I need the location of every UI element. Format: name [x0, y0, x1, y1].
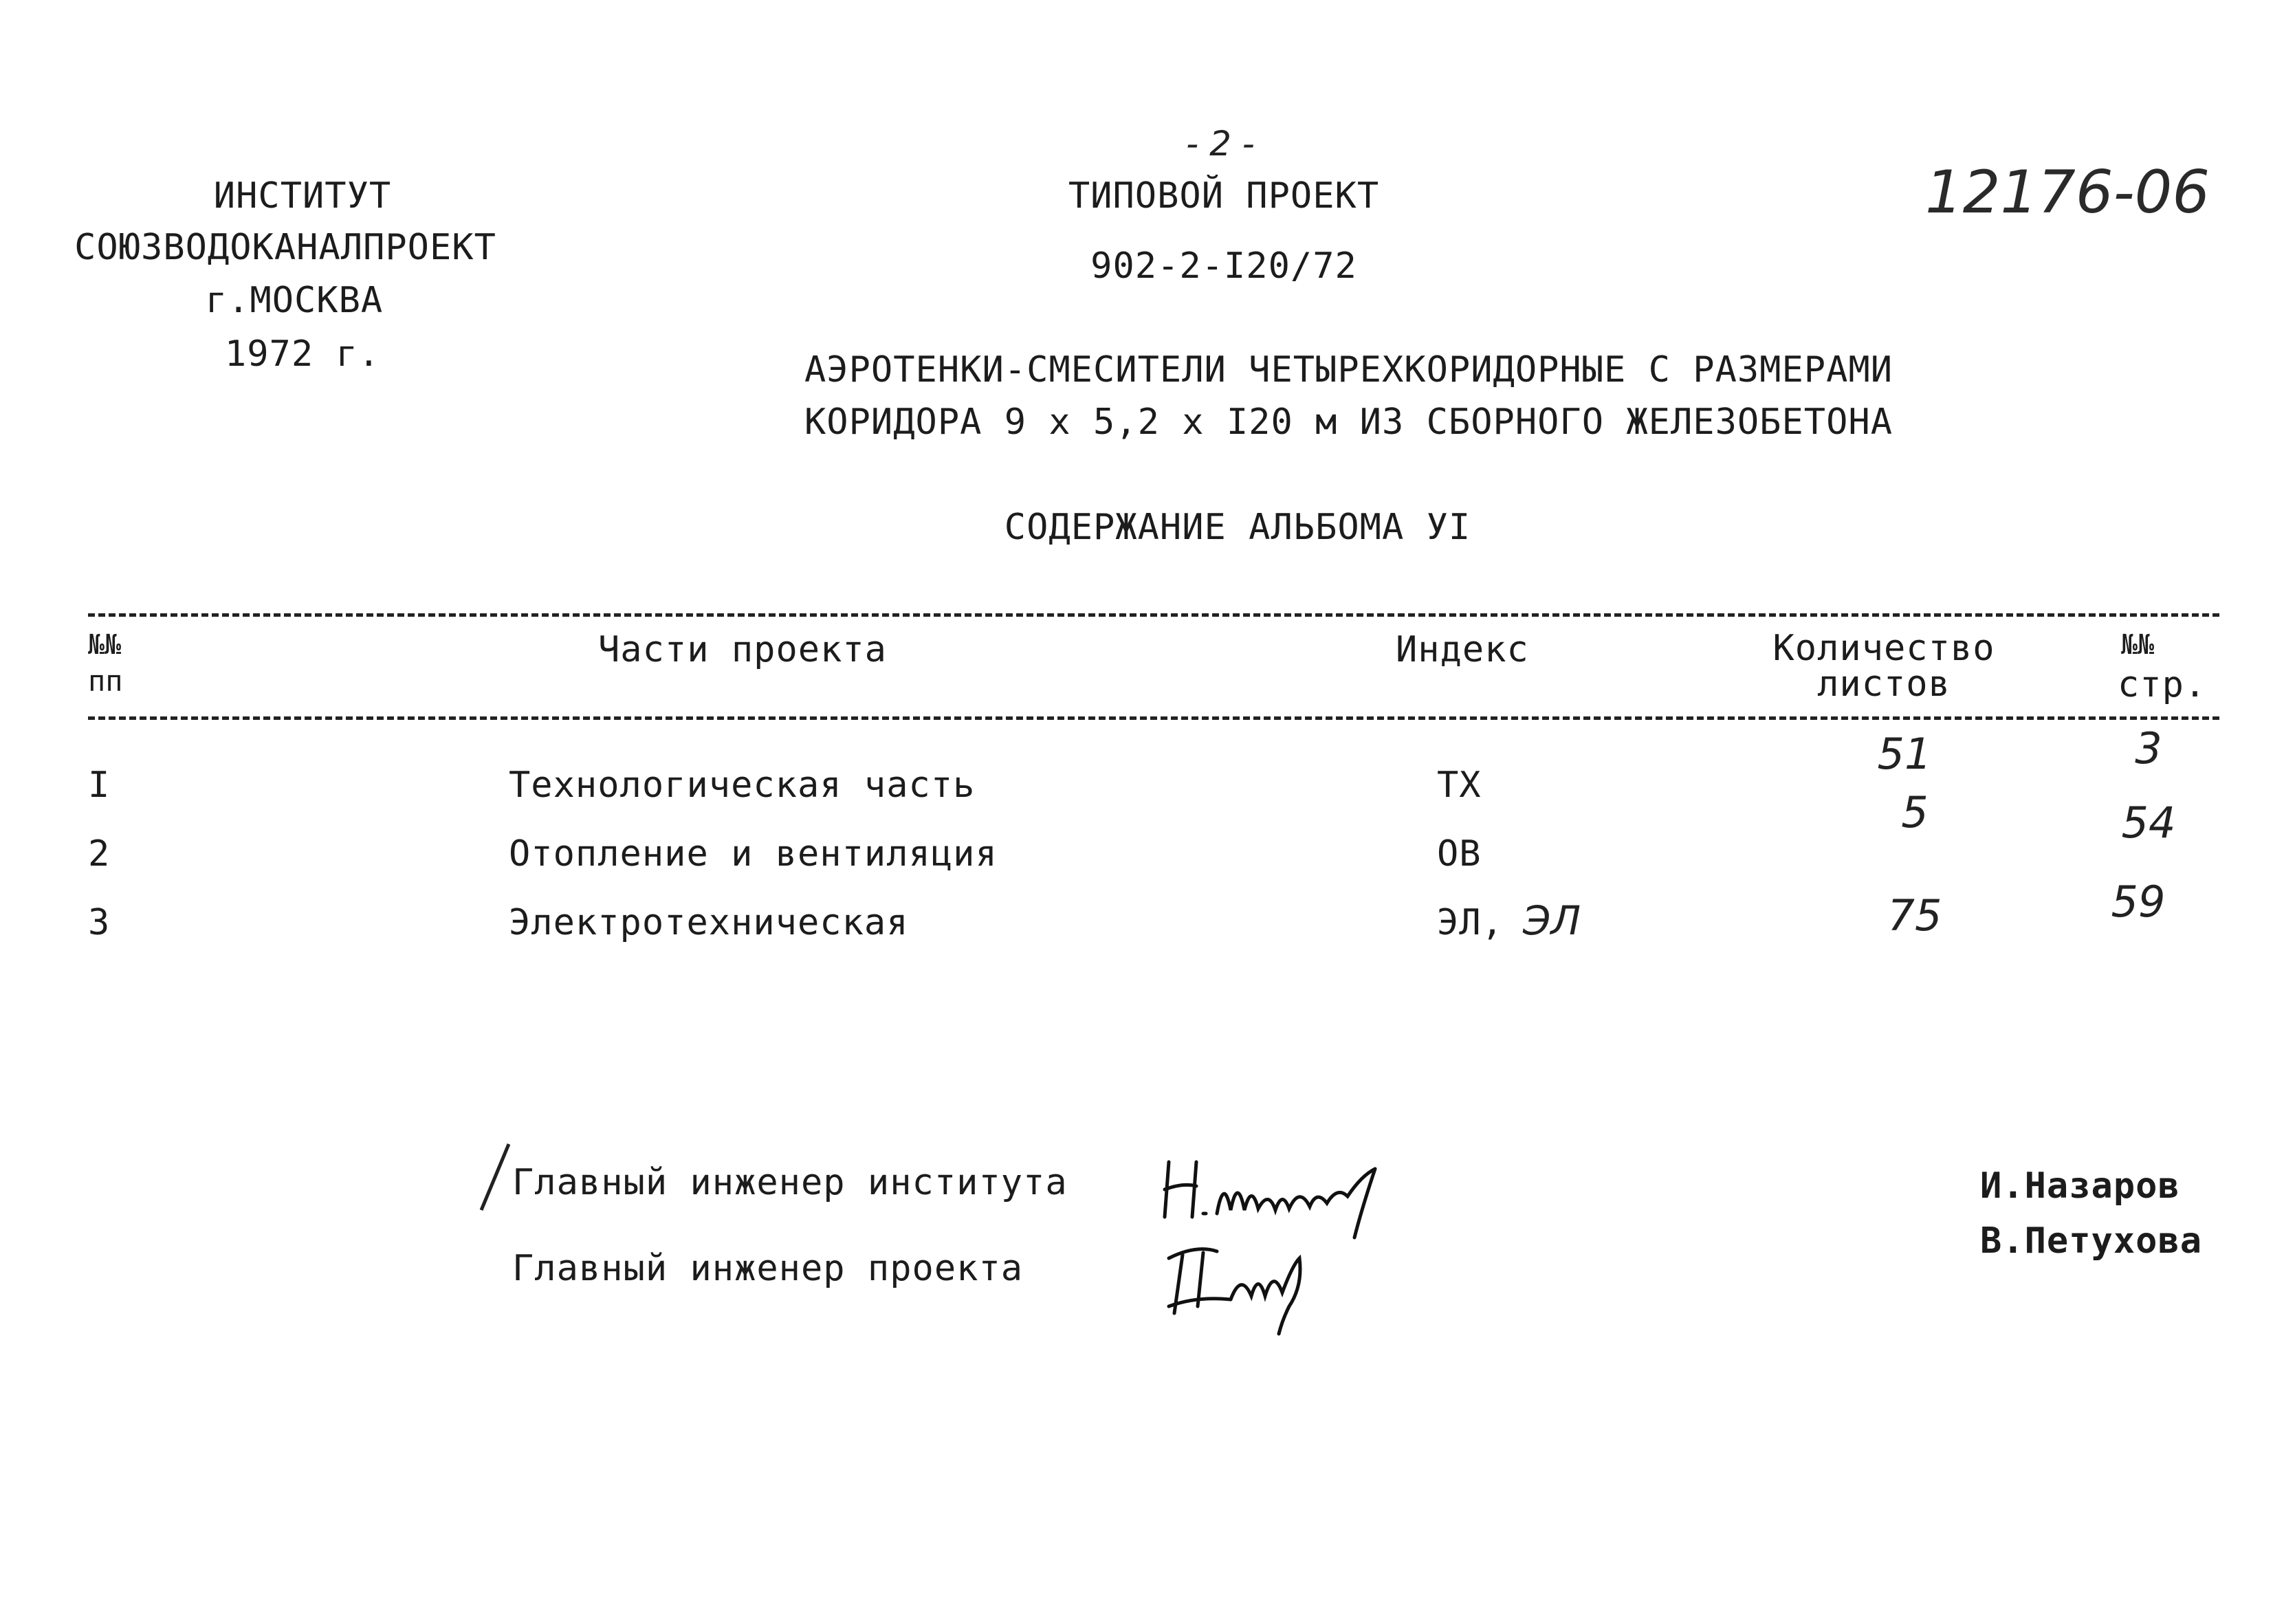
row-index: ТХ — [1437, 765, 1482, 806]
chief-project-label: Главный инженер проекта — [512, 1248, 1024, 1289]
header-sheets-sub: листов — [1817, 663, 1951, 705]
contents-title: СОДЕРЖАНИЕ АЛЬБОМА УI — [1004, 507, 1471, 548]
page-number: - 2 - — [1186, 124, 1255, 164]
header-page: №№ — [2121, 629, 2155, 661]
row-sheets: 5 — [1901, 787, 1929, 837]
row-page: 59 — [2111, 877, 2166, 927]
header-index: Индекс — [1396, 629, 1529, 670]
institute-year: 1972 г. — [224, 333, 381, 375]
table-top-rule — [88, 613, 2219, 617]
header-num-sub: пп — [88, 664, 123, 698]
chief-project-name: В.Петухова — [1980, 1220, 2203, 1262]
row-part: Отопление и вентиляция — [509, 833, 998, 875]
row-part: Электротехническая — [509, 902, 909, 943]
project-number: 902-2-I20/72 — [1090, 245, 1357, 287]
project-title-line1: АЭРОТЕНКИ-СМЕСИТЕЛИ ЧЕТЫРЕХКОРИДОРНЫЕ С РАЗМЕРАМИ — [804, 349, 1893, 391]
row-index: ОВ — [1437, 833, 1482, 875]
institute-city: г.МОСКВА — [205, 280, 384, 321]
row-page: 3 — [2135, 723, 2162, 773]
row-part: Технологическая часть — [509, 765, 976, 806]
row-number: 2 — [88, 833, 111, 875]
chief-institute-label: Главный инженер института — [512, 1162, 1068, 1203]
row-sheets: 51 — [1877, 729, 1932, 779]
project-title-line2: КОРИДОРА 9 х 5,2 х I20 м ИЗ СБОРНОГО ЖЕЛЕЗОБЕТОНА — [804, 402, 1893, 443]
row-number: 3 — [88, 902, 111, 943]
header-parts: Части проекта — [598, 629, 887, 670]
row-index: ЭЛ, — [1437, 902, 1504, 943]
project-type: ТИПОВОЙ ПРОЕКТ — [1068, 175, 1380, 217]
chief-institute-name: И.Назаров — [1980, 1165, 2180, 1207]
document-code: 12176-06 — [1925, 158, 2210, 227]
header-sheets: Количество — [1772, 628, 1995, 669]
row-index-handwritten: ЭЛ — [1523, 897, 1581, 944]
margin-slash-mark — [474, 1141, 516, 1217]
institute-label: ИНСТИТУТ — [213, 175, 392, 217]
header-num: №№ — [88, 629, 122, 661]
signature-chief-project — [1155, 1231, 1334, 1341]
header-page-sub: стр. — [2118, 664, 2207, 705]
table-header-rule — [88, 716, 2219, 720]
row-sheets: 75 — [1887, 890, 1942, 941]
institute-name: СОЮЗВОДОКАНАЛПРОЕКТ — [74, 227, 496, 268]
row-page: 54 — [2121, 798, 2176, 848]
row-number: I — [88, 765, 111, 806]
